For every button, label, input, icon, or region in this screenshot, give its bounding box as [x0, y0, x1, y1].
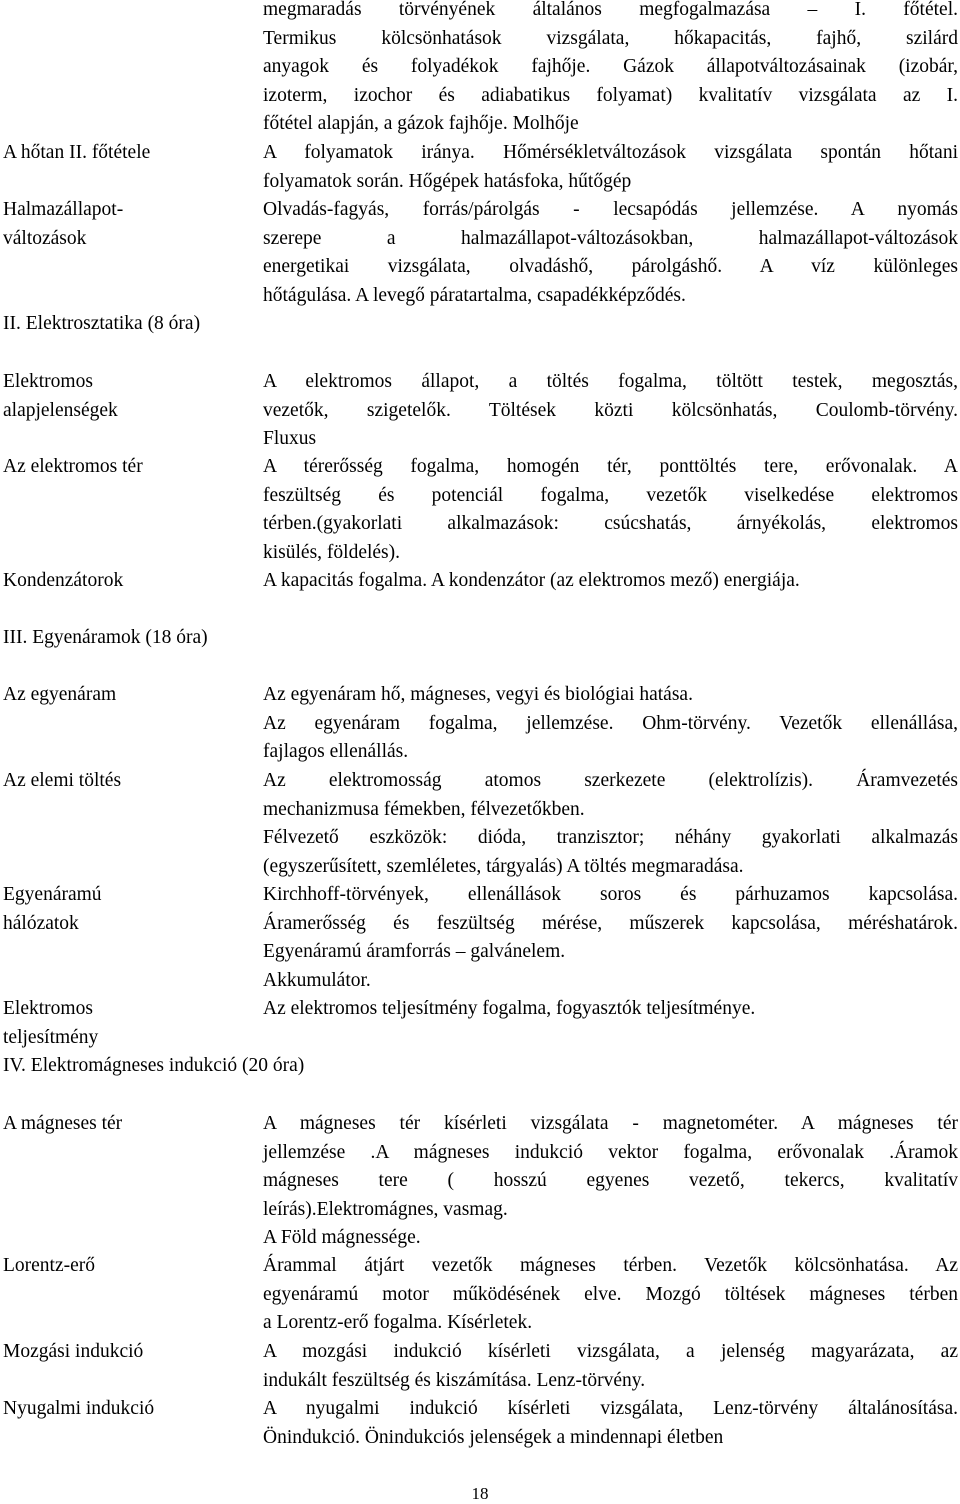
section-heading: III. Egyenáramok (18 óra) — [3, 627, 208, 648]
topic-label: Kondenzátorok — [3, 570, 124, 591]
text-line: A kapacitás fogalma. A kondenzátor (az elektromos mező) energiája. — [263, 570, 800, 591]
text-line: Önindukció. Önindukciós jelenségek a mindennapi életben — [263, 1426, 724, 1448]
text-line: szerepe a halmazállapot-változásokban, halmazállapot-változások — [263, 227, 958, 249]
text-line: A Föld mágnessége. — [263, 1227, 421, 1248]
topic-description — [263, 1395, 958, 1452]
text-line: térben.(gyakorlati alkalmazások: csúcshatás, árnyékolás, elektromos — [263, 513, 958, 534]
text-line: Termikus kölcsönhatások vizsgálata, hőkapacitás, fajhő, szilárd — [263, 27, 958, 49]
topic-label: Nyugalmi indukció — [3, 1398, 155, 1419]
intro-paragraph — [263, 0, 958, 139]
page-number: 18 — [471, 1484, 489, 1503]
topic-description — [263, 567, 958, 596]
topic-description — [263, 1338, 958, 1395]
topic-description — [263, 881, 958, 995]
text-line: energetikai vizsgálata, olvadáshő, párolgáshő. A víz különleges — [263, 256, 958, 277]
text-line: hőtágulása. A levegő páratartalma, csapadékképződés. — [263, 284, 686, 306]
text-line: Az egyenáram fogalma, jellemzése. Ohm-törvény. Vezetők ellenállása, — [263, 712, 958, 734]
text-line: Fluxus — [263, 428, 317, 449]
text-line: egyenáramú motor működésének elve. Mozgó töltések mágneses térben — [263, 1283, 958, 1305]
text-line: (egyszerűsített, szemléletes, tárgyalás) A töltés megmaradása. — [263, 855, 744, 877]
topic-description — [263, 196, 958, 310]
text-line: vezetők, szigetelők. Töltések közti kölcsönhatás, Coulomb-törvény. — [263, 399, 958, 421]
text-line: A elektromos állapot, a töltés fogalma, töltött testek, megosztás, — [263, 371, 958, 392]
topic-description — [263, 1252, 958, 1338]
text-line: leírás).Elektromágnes, vasmag. — [263, 1198, 508, 1220]
topic-description — [263, 139, 958, 196]
topic-description — [263, 681, 958, 767]
section-heading: II. Elektrosztatika (8 óra) — [3, 313, 201, 334]
topic-description — [263, 767, 958, 881]
text-line: a Lorentz-erő fogalma. Kísérletek. — [263, 1312, 533, 1333]
section-heading: IV. Elektromágneses indukció (20 óra) — [3, 1055, 305, 1076]
text-line: Az elektromos teljesítmény fogalma, fogyasztók teljesítménye. — [263, 998, 756, 1019]
text-line: A mágneses tér kísérleti vizsgálata - magnetométer. A mágneses tér — [263, 1113, 958, 1134]
text-line: A mozgási indukció kísérleti vizsgálata, a jelenség magyarázata, az — [263, 1341, 958, 1362]
topic-label: Mozgási indukció — [3, 1341, 144, 1362]
topic-description — [263, 995, 958, 1024]
text-line: Az egyenáram hő, mágneses, vegyi és biológiai hatása. — [263, 684, 693, 705]
text-line: A folyamatok iránya. Hőmérsékletváltozások vizsgálata spontán hőtani — [263, 142, 958, 163]
text-line: folyamatok során. Hőgépek hatásfoka, hűtőgép — [263, 170, 632, 192]
topic-label: Elektromos alapjelenségek — [3, 371, 118, 421]
topic-description — [263, 1110, 958, 1253]
text-line: feszültség és potenciál fogalma, vezetők viselkedése elektromos — [263, 484, 958, 506]
topic-label: Egyenáramú hálózatok — [3, 884, 102, 934]
text-line: főtétel alapján, a gázok fajhője. Molhője — [263, 113, 579, 134]
text-line: Egyenáramú áramforrás – galvánelem. — [263, 941, 566, 962]
text-line: kisülés, földelés). — [263, 541, 401, 563]
text-line: A nyugalmi indukció kísérleti vizsgálata, Lenz-törvény általánosítása. — [263, 1398, 958, 1419]
topic-label: A mágneses tér — [3, 1113, 123, 1134]
text-line: anyagok és folyadékok fajhője. Gázok állapotváltozásainak (izobár, — [263, 56, 958, 77]
text-line: indukált feszültség és kiszámítása. Lenz-törvény. — [263, 1369, 646, 1391]
topic-label: Az elektromos tér — [3, 456, 143, 477]
text-line: mágneses tere ( hosszú egyenes vezető, tekercs, kvalitatív — [263, 1170, 958, 1191]
text-line: mechanizmusa fémekben, félvezetőkben. — [263, 798, 585, 820]
topic-description — [263, 368, 958, 454]
text-line: megmaradás törvényének általános megfogalmazása – I. főtétel. — [263, 0, 958, 20]
topic-label: Az elemi töltés — [3, 770, 122, 791]
topic-label: Halmazállapot- változások — [3, 199, 124, 249]
text-line: Olvadás-fagyás, forrás/párolgás - lecsapódás jellemzése. A nyomás — [263, 199, 958, 220]
text-line: Árammal átjárt vezetők mágneses térben. Vezetők kölcsönhatása. Az — [263, 1255, 958, 1276]
topic-label: Az egyenáram — [3, 684, 117, 705]
topic-label: Elektromos teljesítmény — [3, 998, 99, 1048]
text-line: jellemzése .A mágneses indukció vektor fogalma, erővonalak .Áramok — [263, 1141, 958, 1163]
text-line: fajlagos ellenállás. — [263, 741, 409, 762]
topic-description — [263, 453, 958, 567]
text-line: Félvezető eszközök: dióda, tranzisztor; néhány gyakorlati alkalmazás — [263, 827, 958, 848]
text-line: Az elektromosság atomos szerkezete (elektrolízis). Áramvezetés — [263, 770, 958, 791]
topic-label: A hőtan II. főtétele — [3, 142, 151, 163]
text-line: A térerősség fogalma, homogén tér, ponttöltés tere, erővonalak. A — [263, 456, 958, 477]
text-line: Áramerősség és feszültség mérése, műszerek kapcsolása, méréshatárok. — [263, 912, 958, 934]
topic-label: Lorentz-erő — [3, 1255, 96, 1276]
text-line: Akkumulátor. — [263, 969, 371, 991]
text-line: Kirchhoff-törvények, ellenállások soros és párhuzamos kapcsolása. — [263, 884, 958, 905]
text-line: izoterm, izochor és adiabatikus folyamat) kvalitatív vizsgálata az I. — [263, 84, 958, 106]
